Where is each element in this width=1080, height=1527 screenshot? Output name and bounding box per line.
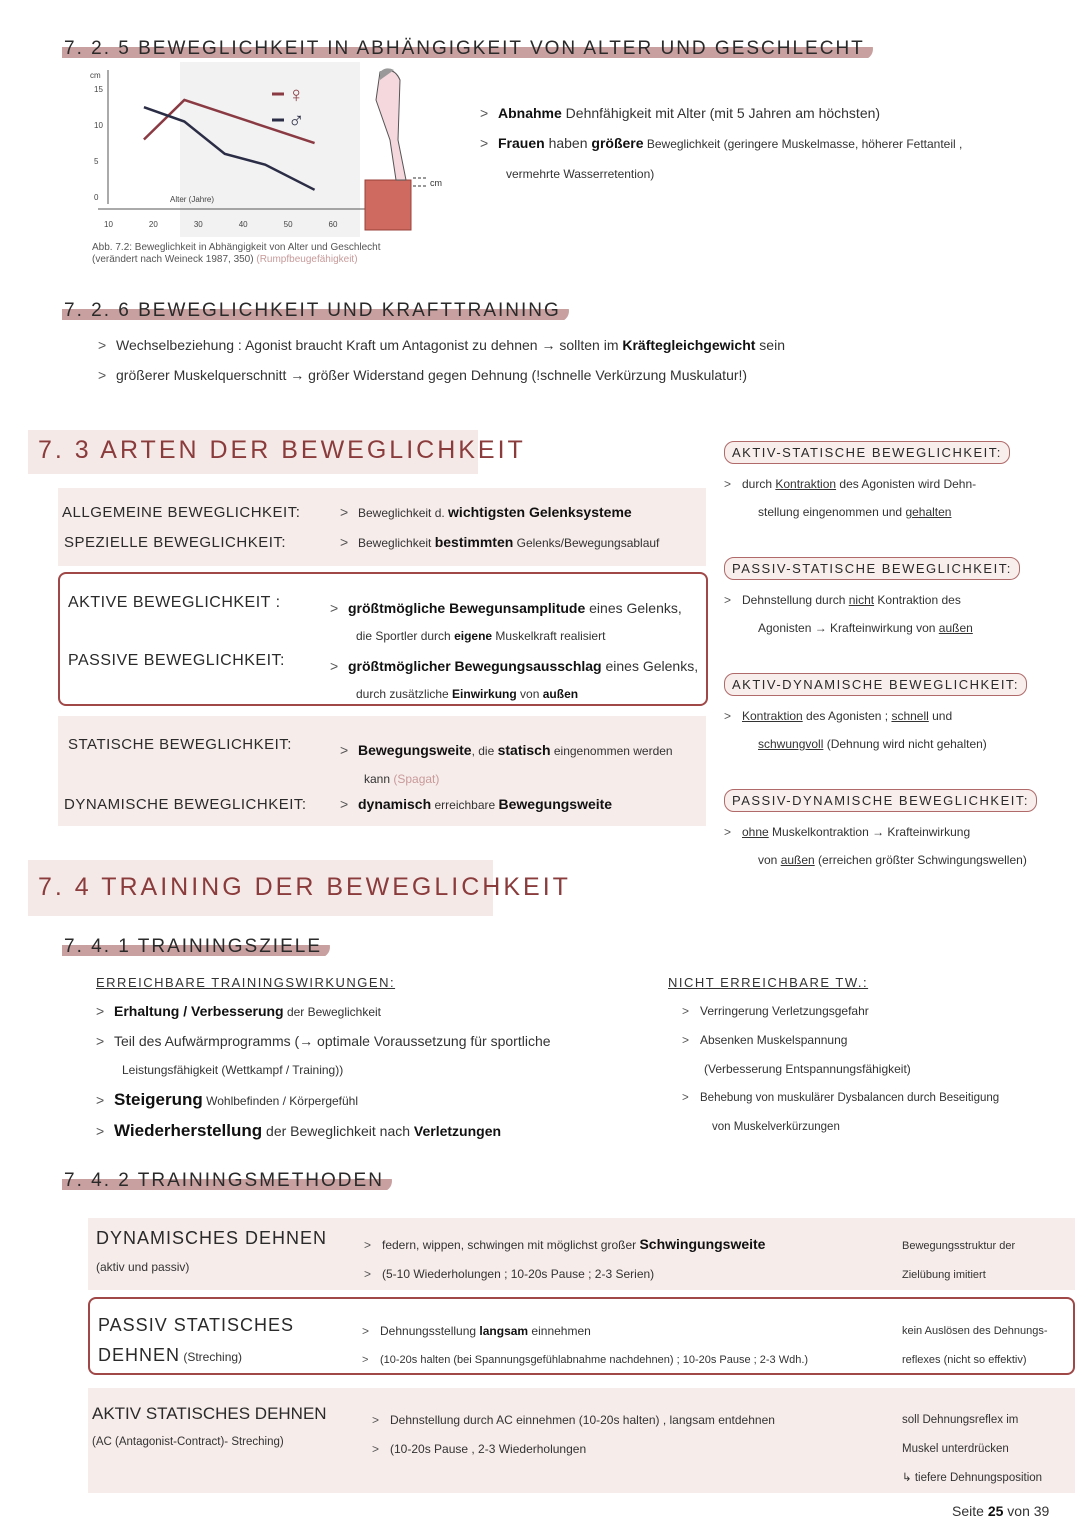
method-name: DYNAMISCHES DEHNEN xyxy=(96,1228,328,1248)
note: kein Auslösen des Dehnungs- xyxy=(902,1325,1048,1337)
bullet: > xyxy=(96,1123,105,1139)
type-aktiv-statisch xyxy=(724,444,1074,560)
x-tick-label: 10 xyxy=(104,220,113,229)
bullet: > xyxy=(724,593,732,607)
note: ↳ tiefere Dehnungsposition xyxy=(902,1472,1043,1484)
x-tick-label: 40 xyxy=(238,220,248,229)
u-text: schnell xyxy=(891,709,929,723)
y-tick-label: 15 xyxy=(94,85,103,95)
b-text: Wiederherstellung xyxy=(114,1121,263,1140)
b-text: statisch xyxy=(497,742,551,758)
bullet: > xyxy=(364,1267,372,1281)
text: (10-20s Pause , 2-3 Wiederholungen xyxy=(390,1442,587,1456)
text: sein xyxy=(755,337,785,353)
bullet: > xyxy=(724,477,732,491)
type-label: PASSIV-STATISCHE BEWEGLICHKEIT: xyxy=(724,557,1020,580)
bullet: > xyxy=(340,534,349,550)
type-passiv-statisch xyxy=(724,560,1074,676)
text: Verringerung Verletzungsgefahr xyxy=(700,1004,869,1018)
page-total: von 39 xyxy=(1003,1503,1050,1519)
column-heading: NICHT ERREICHBARE TW.: xyxy=(668,975,869,990)
b-text: Erhaltung / Verbesserung xyxy=(114,1003,284,1019)
section-title-7-3: 7. 3 ARTEN DER BEWEGLICHKEIT xyxy=(28,430,478,474)
bullet: > xyxy=(330,600,339,616)
bullet: > xyxy=(96,1033,105,1049)
panel-statisch-dynamisch xyxy=(58,716,706,826)
u-text: nicht xyxy=(848,593,875,607)
type-label: PASSIV-DYNAMISCHE BEWEGLICHKEIT: xyxy=(724,789,1037,812)
b-text: Kräftegleichgewicht xyxy=(622,337,756,353)
b-text: Bewegungsweite xyxy=(498,796,613,812)
type-label: AKTIV-STATISCHE BEWEGLICHKEIT: xyxy=(724,441,1010,464)
note: reflexes (nicht so effektiv) xyxy=(902,1354,1027,1366)
method-subname: (AC (Antagonist-Contract)- Streching) xyxy=(92,1436,284,1448)
text: kann xyxy=(364,772,394,786)
method-row-dynamisch xyxy=(88,1218,1075,1290)
bullet: > xyxy=(682,1033,690,1047)
bullet: > xyxy=(362,1354,369,1366)
label-speziell: SPEZIELLE BEWEGLICHKEIT: xyxy=(64,534,287,551)
text: Muskelkontraktion → Krafteinwirkung xyxy=(768,825,971,839)
b-text: Schwingungsweite xyxy=(639,1236,766,1252)
bullets-7-2-5 xyxy=(480,98,962,189)
method-name: AKTIV STATISCHES DEHNEN xyxy=(92,1404,327,1423)
note: Muskel unterdrücken xyxy=(902,1443,1009,1455)
panel-allgemein-speziell xyxy=(58,488,706,566)
text: eingenommen werden xyxy=(550,744,673,758)
note: (Spagat) xyxy=(393,772,440,786)
text: stellung eingenommen und xyxy=(758,505,906,519)
legend-symbol: ♂ xyxy=(288,108,305,133)
figure-caption xyxy=(92,242,381,266)
text: eines Gelenks, xyxy=(601,658,699,674)
method-row-passiv-statisch xyxy=(88,1297,1075,1375)
u-text: schwungvoll xyxy=(758,737,824,751)
bullet: > xyxy=(98,337,107,353)
bullet: > xyxy=(362,1324,370,1338)
figure-beweglichkeit xyxy=(80,62,470,277)
type-aktiv-dynamisch xyxy=(724,676,1074,792)
text: (5-10 Wiederholungen ; 10-20s Pause ; 2-3 Serien) xyxy=(382,1267,655,1281)
method-name: DEHNEN xyxy=(98,1345,181,1365)
right-types xyxy=(724,444,1074,874)
text: des Agonisten ; xyxy=(802,709,892,723)
figure-background xyxy=(180,62,360,237)
text: Beweglichkeit (geringere Muskelmasse, höherer Fettanteil , xyxy=(643,137,963,151)
text: Dehnungsstellung xyxy=(380,1324,480,1338)
u-text: außen xyxy=(780,853,815,867)
u-text: Kontraktion xyxy=(775,477,837,491)
text: (Dehnung wird nicht gehalten) xyxy=(823,737,987,751)
x-tick-label: 60 xyxy=(328,220,338,229)
bullet: > xyxy=(372,1442,380,1456)
text: des Agonisten wird Dehn- xyxy=(836,477,977,491)
bullet: > xyxy=(340,742,349,758)
text: Wechselbeziehung : Agonist braucht Kraft um Antagonist zu dehnen → sollten im xyxy=(116,337,623,353)
bullet: > xyxy=(724,825,732,839)
caption-line-2: (verändert nach Weineck 1987, 350) xyxy=(92,254,254,265)
text: Behebung von muskulärer Dysbalancen durch Beseitigung xyxy=(700,1092,1000,1104)
method-subname: (Streching) xyxy=(180,1350,243,1364)
nicht-erreichbare-wirkungen xyxy=(668,968,999,1142)
u-text: Kontraktion xyxy=(742,709,803,723)
column-heading: ERREICHBARE TRAININGSWIRKUNGEN: xyxy=(96,975,396,990)
bullet: > xyxy=(372,1413,380,1427)
text: vermehrte Wasserretention) xyxy=(506,167,655,181)
label-aktiv: AKTIVE BEWEGLICHKEIT : xyxy=(68,594,281,611)
note: Bewegungsstruktur der xyxy=(902,1240,1016,1252)
panel-aktiv-passiv xyxy=(58,572,708,706)
text: (10-20s halten (bei Spannungsgefühlabnahme nachdehnen) ; 10-20s Pause ; 2-3 Wdh.) xyxy=(380,1354,809,1366)
text: erreichbare xyxy=(431,798,499,812)
bullet: > xyxy=(724,709,732,723)
b-text: eigene xyxy=(454,629,493,643)
x-axis-label: Alter (Jahre) xyxy=(170,195,215,204)
bullet: > xyxy=(480,105,489,121)
text: von Muskelverkürzungen xyxy=(712,1121,840,1133)
text: federn, wippen, schwingen mit möglichst großer xyxy=(382,1238,640,1252)
b-text: Verletzungen xyxy=(413,1123,502,1139)
label-dynamisch: DYNAMISCHE BEWEGLICHKEIT: xyxy=(64,796,307,813)
page-prefix: Seite xyxy=(952,1503,988,1519)
b-text: Steigerung xyxy=(114,1090,203,1109)
label-statisch: STATISCHE BEWEGLICHKEIT: xyxy=(68,736,292,753)
method-name: PASSIV STATISCHES xyxy=(98,1315,295,1335)
note: Zielübung imitiert xyxy=(902,1269,986,1281)
method-subname: (aktiv und passiv) xyxy=(96,1260,190,1274)
b-text: wichtigsten Gelenksysteme xyxy=(448,504,632,520)
text: eines Gelenks, xyxy=(585,600,682,616)
type-passiv-dynamisch xyxy=(724,792,1074,874)
text: Dehnstellung durch xyxy=(742,593,849,607)
text: Gelenks/Bewegungsablauf xyxy=(513,536,660,550)
method-row-aktiv-statisch xyxy=(88,1388,1075,1493)
legend-symbol: ♀ xyxy=(288,82,305,107)
text: durch zusätzliche xyxy=(356,687,453,701)
label-passiv: PASSIVE BEWEGLICHKEIT: xyxy=(68,652,285,669)
caption-line-1: Abb. 7.2: Beweglichkeit in Abhängigkeit von Alter und Geschlecht xyxy=(92,242,381,253)
caption-note: (Rumpfbeugefähigkeit) xyxy=(256,254,358,265)
text: der Beweglichkeit nach xyxy=(262,1123,414,1139)
text: Kontraktion des xyxy=(874,593,961,607)
text: Absenken Muskelspannung xyxy=(700,1033,848,1047)
text: größerer Muskelquerschnitt → größer Widerstand gegen Dehnung (!schnelle Verkürzung Muskulatur!) xyxy=(116,367,748,383)
page-current: 25 xyxy=(987,1503,1004,1519)
box-icon xyxy=(365,180,411,230)
text: Muskelkraft realisiert xyxy=(492,629,606,643)
label-allgemein: ALLGEMEINE BEWEGLICHKEIT: xyxy=(62,504,301,521)
bullet: > xyxy=(480,135,489,151)
b-text: größtmöglicher Bewegungsausschlag xyxy=(348,658,602,674)
b-text: langsam xyxy=(479,1324,529,1338)
u-text: außen xyxy=(938,621,973,635)
text: Dehnfähigkeit mit Alter (mit 5 Jahren am höchsten) xyxy=(561,105,881,121)
b-text: Abnahme xyxy=(498,105,562,121)
stretching-person-icon xyxy=(376,70,406,180)
text: Agonisten → Krafteinwirkung von xyxy=(758,621,939,635)
text: Dehnstellung durch AC einnehmen (10-20s halten) , langsam entdehnen xyxy=(390,1413,775,1427)
bullets-7-2-6 xyxy=(98,330,785,390)
section-title-7-4: 7. 4 TRAINING DER BEWEGLICHKEIT xyxy=(28,860,493,916)
x-tick-label: 20 xyxy=(148,220,158,229)
text: Teil des Aufwärmprogramms (→ optimale Voraussetzung für sportliche xyxy=(114,1033,551,1049)
type-label: AKTIV-DYNAMISCHE BEWEGLICHKEIT: xyxy=(724,673,1027,696)
y-tick-label: 10 xyxy=(94,121,103,131)
b-text: bestimmten xyxy=(434,534,514,550)
bullet: > xyxy=(340,504,349,520)
b-text: Einwirkung xyxy=(452,687,517,701)
bullet: > xyxy=(340,796,349,812)
b-text: größtmögliche Bewegunsamplitude xyxy=(348,600,586,616)
text: (Verbesserung Entspannungsfähigkeit) xyxy=(704,1062,911,1076)
x-tick-label: 30 xyxy=(193,220,203,229)
page-number xyxy=(952,1503,1049,1519)
text: einnehmen xyxy=(528,1324,591,1338)
text: und xyxy=(928,709,953,723)
y-tick-label: 0 xyxy=(94,193,99,202)
bullet: > xyxy=(682,1004,690,1018)
text: Leistungsfähigkeit (Wettkampf / Training)) xyxy=(122,1063,344,1077)
y-unit-label: cm xyxy=(90,71,101,80)
text: von xyxy=(516,687,543,701)
x-tick-label: 50 xyxy=(283,220,293,229)
section-title-7-4-2: 7. 4. 2 TRAININGSMETHODEN xyxy=(62,1170,392,1192)
bullet: > xyxy=(330,658,339,674)
section-title-7-4-1: 7. 4. 1 TRAININGSZIELE xyxy=(62,936,330,958)
text: Beweglichkeit d. xyxy=(358,506,449,520)
section-title-7-2-5: 7. 2. 5 BEWEGLICHKEIT IN ABHÄNGIGKEIT VON ALTER UND GESCHLECHT xyxy=(62,38,873,60)
text: die Sportler durch xyxy=(356,629,455,643)
b-text: dynamisch xyxy=(358,796,432,812)
text: durch xyxy=(742,477,776,491)
bullet: > xyxy=(96,1092,105,1108)
text: haben xyxy=(544,135,592,151)
erreichbare-wirkungen xyxy=(96,968,551,1146)
bullet: > xyxy=(96,1003,105,1019)
box-label: cm xyxy=(430,178,442,188)
bullet: > xyxy=(682,1092,689,1104)
text: Wohlbefinden / Körpergefühl xyxy=(202,1094,359,1108)
note: soll Dehnungsreflex im xyxy=(902,1414,1019,1426)
bullet: > xyxy=(98,367,107,383)
u-text: gehalten xyxy=(905,505,952,519)
b-text: größere xyxy=(591,135,644,151)
text: , die xyxy=(471,744,498,758)
text: der Beweglichkeit xyxy=(283,1005,381,1019)
line-chart xyxy=(80,62,470,237)
b-text: außen xyxy=(542,687,579,701)
text: (erreichen größter Schwingungswellen) xyxy=(814,853,1027,867)
bullet: > xyxy=(364,1238,372,1252)
text: Beweglichkeit xyxy=(358,536,435,550)
b-text: Bewegungsweite xyxy=(358,742,472,758)
y-tick-label: 5 xyxy=(94,157,99,167)
section-title-7-2-6: 7. 2. 6 BEWEGLICHKEIT UND KRAFTTRAINING xyxy=(62,300,569,322)
text: von xyxy=(758,853,781,867)
u-text: ohne xyxy=(742,825,769,839)
b-text: Frauen xyxy=(498,135,545,151)
